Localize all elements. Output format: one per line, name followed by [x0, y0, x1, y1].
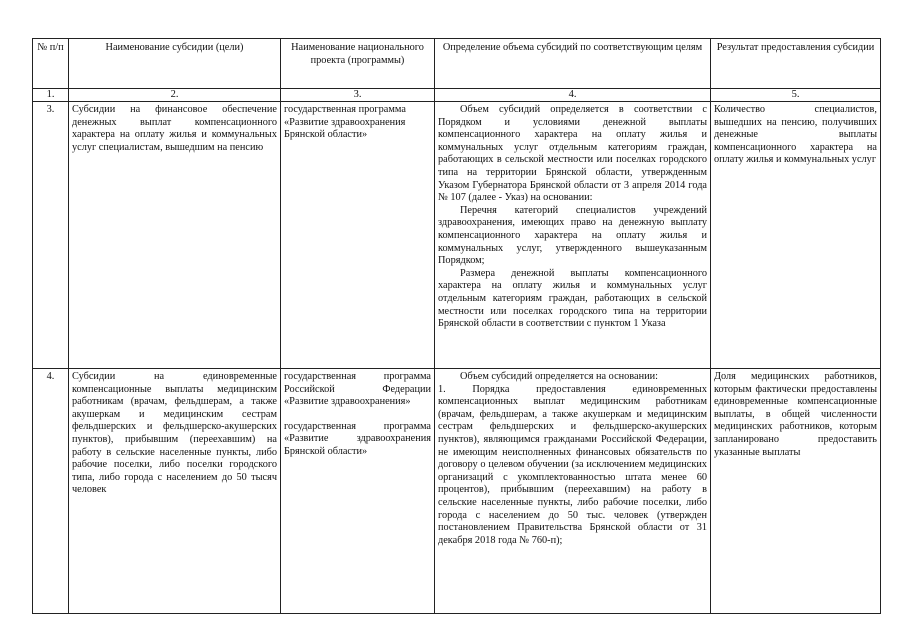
column-numbers-row [33, 89, 881, 102]
header-num: № п/п [33, 39, 69, 89]
volume-paragraph: Объем субсидий определяется в соответствии с Порядком и условиями денежной выплаты компенсационного характера на оплату жилья и коммунальных услуг отдельным категориям граждан, работающих в сельской местности или поселках городского типа на территории Брянской области, утвержденным Указом Губернатора Брянской области от 3 апреля 2014 года № 107 (далее - Указ) на основании: [438, 104, 707, 204]
volume-paragraph: Объем субсидий определяется на основании: [460, 371, 658, 382]
column-number: 4. [435, 89, 711, 102]
volume-paragraph: 1. Порядка предоставления единовременных компенсационных выплат медицинским работникам (врачам, фельдшерам, а также акушеркам и медицинским сестрам фельдшерских и фельдшерско-акушерских пунктов), являющимся гражданами Российской Федерации, не имеющим неисполненных финансовых обязательств по договору о целевом обучении (за исключением медицинских организаций с укомплектованностью штата менее 60 процентов), прибывшим (переехавшим) на работу в сельские населенные пункты, либо рабочие поселки, либо города с населением до 50 тыс. человек (утвержден постановлением Правительства Брянской области от 31 декабря 2018 года № 760-п); [438, 383, 707, 546]
program-name: государственная программа «Развитие здравоохранения Брянской области» [284, 104, 406, 141]
table-row [33, 369, 881, 614]
volume-paragraph: Размера денежной выплаты компенсационного характера на оплату жилья и коммунальных услуг отдельным категориям граждан, работающих в сельской местности или поселках городского типа на территории Брянской области в соответствии с пунктом 1 Указа [438, 267, 707, 330]
column-number: 5. [711, 89, 881, 102]
header-volume: Определение объема субсидий по соответствующим целям [435, 39, 711, 89]
volume-cell [435, 102, 711, 369]
program-cell [281, 369, 435, 614]
column-number: 3. [281, 89, 435, 102]
column-number: 1. [33, 89, 69, 102]
header-result: Результат предоставления субсидии [711, 39, 881, 89]
table-header-row [33, 39, 881, 89]
subsidy-table [32, 38, 881, 614]
header-subsidy: Наименование субсидии (цели) [69, 39, 281, 89]
subsidy-name: Субсидии на единовременные компенсационные выплаты медицинским работникам (врачам, фельдшерам, а также акушеркам и медицинским сестрам фельдшерских и фельдшерско-акушерских пунктов), прибывшим (переехавшим) на работу в сельские населенные пункты, либо рабочие поселки, либо поселки городского типа, либо города с населением до 50 тысяч человек [69, 369, 281, 614]
result-text: Доля медицинских работников, которым фактически предоставлены единовременные компенсационные выплаты, в общей численности медицинских работников, которым запланировано предоставить указанные выплаты [711, 369, 881, 614]
program-name: государственная программа Российской Федерации «Развитие здравоохранения» [284, 371, 431, 408]
row-number: 4. [33, 369, 69, 614]
subsidy-name: Субсидии на финансовое обеспечение денежных выплат компенсационного характера на оплату жилья и коммунальных услуг специалистам, вышедшим на пенсию [69, 102, 281, 369]
row-number: 3. [33, 102, 69, 369]
volume-paragraph: Перечня категорий специалистов учреждений здравоохранения, имеющих право на денежную выплату компенсационного характера на оплату жилья и коммунальных услуг, утвержденного вышеуказанным Порядком; [438, 204, 707, 267]
program-name: государственная программа «Развитие здравоохранения Брянской области» [284, 420, 431, 457]
volume-cell [435, 369, 711, 614]
header-program: Наименование национального проекта (программы) [281, 39, 435, 89]
result-text: Количество специалистов, вышедших на пенсию, получивших денежные выплаты компенсационного характера на оплату жилья и коммунальных услуг [711, 102, 881, 369]
table-row [33, 102, 881, 369]
column-number: 2. [69, 89, 281, 102]
program-cell [281, 102, 435, 369]
